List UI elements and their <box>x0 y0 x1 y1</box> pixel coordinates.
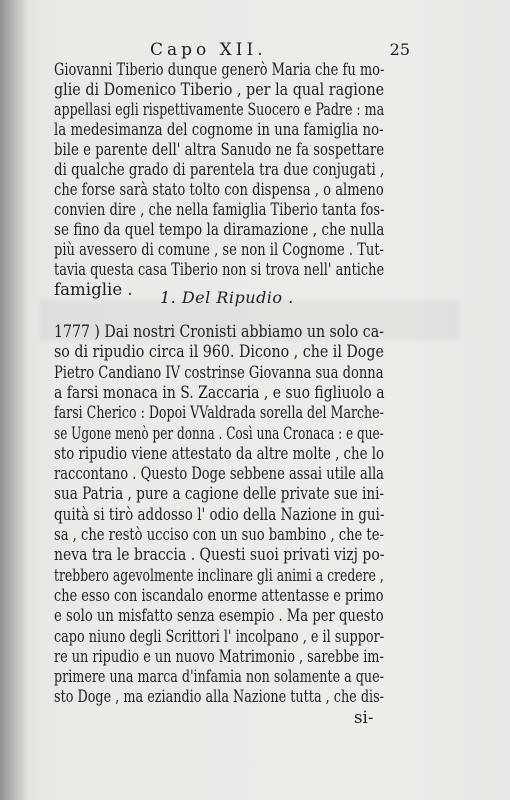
text-line: sa , che restò ucciso con un suo bambino , che te- <box>54 525 384 544</box>
text-line: bile e parente dell' altra Sanudo ne fa sospettare <box>54 140 385 159</box>
section-heading: 1. Del Ripudio . <box>160 288 294 307</box>
text-line: quità si tirò addosso l' odio della Nazione in gui- <box>54 504 385 524</box>
text-line: neva tra le braccia . Questi suoi privati vizj po- <box>54 545 385 565</box>
text-line: raccontano . Questo Doge sebbene assai utile alla <box>54 464 384 484</box>
text-line: a farsi monaca in S. Zaccaria , e suo figliuolo a <box>54 382 385 402</box>
text-line: se Ugone menò per donna . Così una Cronaca : e que- <box>54 423 384 443</box>
text-line: che esso con iscandalo enorme attentasse e primo <box>54 585 384 605</box>
text-line: se fino da quel tempo la diramazione , che nulla <box>54 220 385 239</box>
text-line: appellasi egli rispettivamente Suocero e Padre : ma <box>54 100 385 119</box>
text-line: di qualche grado di parentela tra due conjugati , <box>54 160 385 179</box>
text-line: più avessero di comune , se non il Cognome . Tut- <box>54 240 384 259</box>
text-line: convien dire , che nella famiglia Tiberio tanta fos- <box>54 200 385 219</box>
text-line: glie di Domenico Tiberio , per la qual ragione <box>54 80 385 99</box>
text-line: tavia questa casa Tiberio non si trova nell' antiche <box>54 260 385 279</box>
text-line: e solo un misfatto senza esempio . Ma per questo <box>54 606 384 626</box>
text-line: sto ripudio viene attestato da altre molte , che lo <box>54 443 384 463</box>
text-line: la medesimanza del cognome in una famiglia no- <box>54 120 384 139</box>
text-line: farsi Cherico : Dopoi VValdrada sorella del Marche- <box>54 403 384 423</box>
text-line: so di ripudio circa il 960. Dicono , che il Doge <box>54 342 384 362</box>
page-number: 25 <box>389 40 410 59</box>
text-line: 1777 ) Dai nostri Cronisti abbiamo un solo ca- <box>54 322 384 341</box>
text-line: sto Doge , ma eziandio alla Nazione tutta , che dis- <box>54 687 385 707</box>
text-line: trebbero agevolmente inclinare gli animi a credere , <box>54 565 384 585</box>
text-line: re un ripudio e un nuovo Matrimonio , sarebbe im- <box>54 646 384 666</box>
text-line: si- <box>354 707 374 727</box>
text-line: famiglie . <box>54 280 133 299</box>
text-line: che forse sarà stato tolto con dispensa , o almeno <box>54 180 384 199</box>
chapter-title: Capo XII. <box>150 40 267 60</box>
text-line: sua Patria , pure a cagione delle private sue ini- <box>54 484 385 504</box>
text-line: Giovanni Tiberio dunque generò Maria che fu mo- <box>54 60 385 79</box>
text-line: Pietro Candiano IV costrinse Giovanna sua donna <box>54 362 384 382</box>
text-line: primere una marca d'infamia non solamente a que- <box>54 667 384 687</box>
gutter-shadow <box>0 0 28 800</box>
running-header <box>150 40 410 62</box>
text-line: capo niuno degli Scrittori l' incolpano , e il suppor- <box>54 626 385 646</box>
